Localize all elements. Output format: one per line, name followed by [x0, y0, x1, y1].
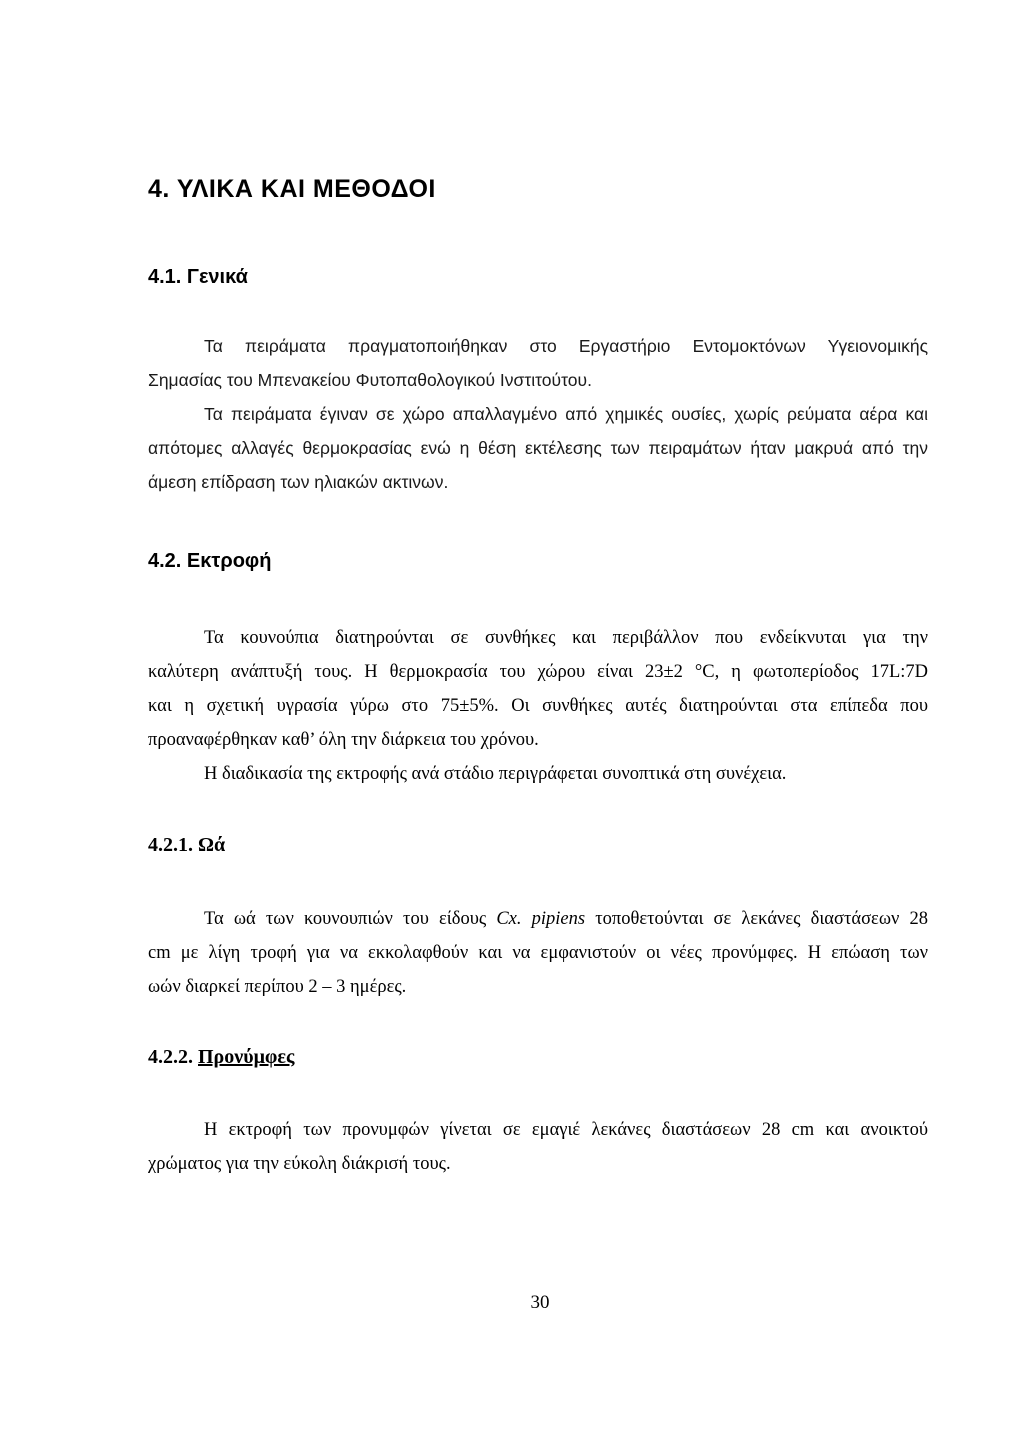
general-paragraph-1 — [148, 329, 928, 397]
chapter-title: 4. ΥΛΙΚΑ ΚΑΙ ΜΕΘΟΔΟΙ — [148, 175, 436, 203]
text-line: Η διαδικασία της εκτροφής ανά στάδιο περιγράφεται συνοπτικά στη συνέχεια. — [204, 764, 787, 784]
text-line: άμεση επίδραση των ηλιακών ακτινων. — [148, 472, 449, 492]
text-line: Τα πειράματα έγιναν σε χώρο απαλλαγμένο από χημικές ουσίες, χωρίς ρεύματα αέρα και — [204, 404, 928, 424]
text-fragment: τοποθετούνται σε λεκάνες διαστάσεων 28 — [585, 909, 928, 929]
text-line: και η σχετική υγρασία γύρω στο 75±5%. Οι συνθήκες αυτές διατηρούνται στα επίπεδα που — [148, 696, 928, 716]
text-line: cm με λίγη τροφή για να εκκολαφθούν και να εμφανιστούν οι νέες προνύμφες. Η επώαση των — [148, 943, 928, 963]
eggs-paragraph — [148, 902, 928, 1004]
page-number: 30 — [530, 1292, 550, 1313]
text-line: χρώματος για την εύκολη διάκρισή τους. — [148, 1154, 451, 1174]
text-fragment: Τα ωά των κουνουπιών του είδους — [204, 909, 497, 929]
larvae-paragraph — [148, 1113, 928, 1181]
section-name: Προνύμφες — [198, 1046, 295, 1068]
section-title-rearing: 4.2. Εκτροφή — [148, 550, 272, 572]
section-name: Ωά — [198, 834, 226, 856]
genus-name: Cx. — [496, 909, 522, 929]
section-title-general: 4.1. Γενικά — [148, 266, 248, 288]
text-line: ωών διαρκεί περίπου 2 – 3 ημέρες. — [148, 977, 407, 997]
section-number: 4.2.1. — [148, 834, 193, 856]
species-name: pipiens — [531, 909, 586, 929]
text-line: Τα κουνούπια διατηρούνται σε συνθήκες και περιβάλλον που ενδείκνυται για την — [204, 628, 928, 648]
general-paragraph-2 — [148, 397, 928, 499]
text-line — [148, 902, 928, 936]
section-title-larvae — [148, 1046, 294, 1069]
text-line: Σημασίας του Μπενακείου Φυτοπαθολογικού Ινστιτούτου. — [148, 370, 592, 390]
section-title-eggs — [148, 834, 225, 857]
rearing-paragraph-1 — [148, 621, 928, 791]
text-line: Η εκτροφή των προνυμφών γίνεται σε εμαγιέ λεκάνες διαστάσεων 28 cm και ανοικτού — [204, 1120, 928, 1140]
text-line: προαναφέρθηκαν καθ’ όλη την διάρκεια του χρόνου. — [148, 730, 539, 750]
text-line: καλύτερη ανάπτυξή τους. Η θερμοκρασία του χώρου είναι 23±2 °C, η φωτοπερίοδος 17L:7D — [148, 662, 928, 682]
text-line: απότομες αλλαγές θερμοκρασίας ενώ η θέση εκτέλεσης των πειραμάτων ήταν μακρυά από την — [148, 438, 928, 458]
text-line: Τα πειράματα πραγματοποιήθηκαν στο Εργαστήριο Εντομοκτόνων Υγειονομικής — [204, 336, 928, 356]
section-number: 4.2.2. — [148, 1046, 193, 1068]
